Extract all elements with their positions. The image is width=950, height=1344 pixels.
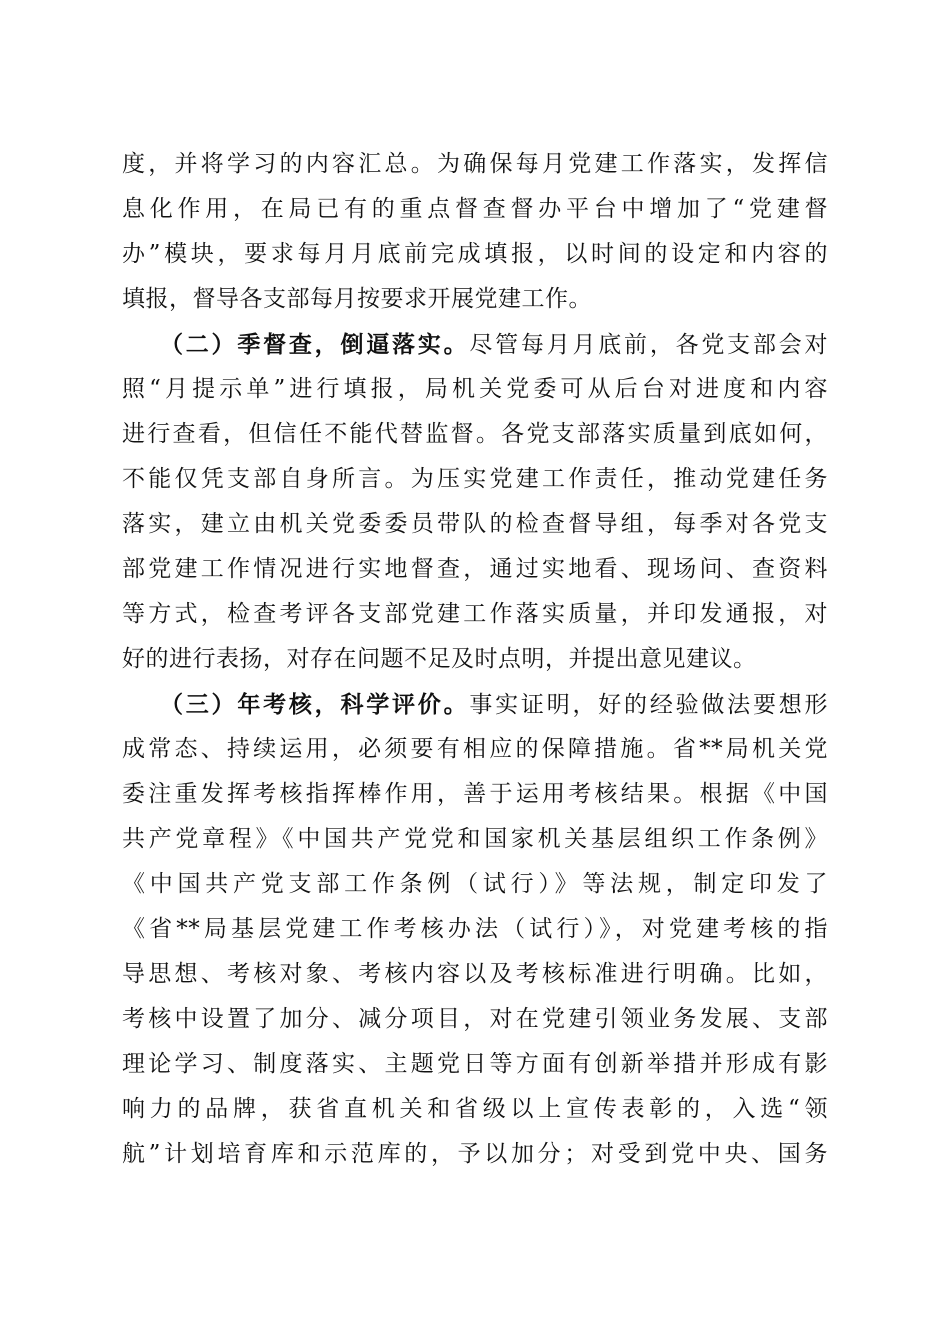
text-line-first xyxy=(122,682,828,727)
text-line: 《中国共产党支部工作条例（试行）》等法规，制定印发了 xyxy=(122,871,828,897)
section-heading-3: （三）年考核，科学评价。 xyxy=(160,691,470,718)
text-line: 航”计划培育库和示范库的，予以加分；对受到党中央、国务 xyxy=(122,1141,828,1167)
heading-continuation: 事实证明，好的经验做法要想形 xyxy=(469,692,829,718)
text-line: 共产党章程》《中国共产党党和国家机关基层组织工作条例》 xyxy=(122,826,828,852)
text-line: 委注重发挥考核指挥棒作用，善于运用考核结果。根据《中国 xyxy=(122,781,828,807)
paragraph-3 xyxy=(122,682,828,1177)
section-heading-2: （二）季督查，倒逼落实。 xyxy=(160,331,470,358)
text-line: 好的进行表扬，对存在问题不足及时点明，并提出意见建议。 xyxy=(122,646,757,672)
text-line: 填报，督导各支部每月按要求开展党建工作。 xyxy=(122,286,592,312)
paragraph-2 xyxy=(122,322,828,682)
text-line: 不能仅凭支部自身所言。为压实党建工作责任，推动党建任务 xyxy=(122,466,828,492)
heading-continuation: 尽管每月月底前，各党支部会对 xyxy=(469,332,829,358)
text-line: 部党建工作情况进行实地督查，通过实地看、现场问、查资料 xyxy=(122,556,828,582)
text-line: 考核中设置了加分、减分项目，对在党建引领业务发展、支部 xyxy=(122,1006,828,1032)
body-text xyxy=(122,142,828,1177)
text-line: 响力的品牌，获省直机关和省级以上宣传表彰的，入选“领 xyxy=(122,1096,828,1122)
text-line: 进行查看，但信任不能代替监督。各党支部落实质量到底如何， xyxy=(122,421,828,447)
text-line: 理论学习、制度落实、主题党日等方面有创新举措并形成有影 xyxy=(122,1051,828,1077)
text-line: 办”模块，要求每月月底前完成填报，以时间的设定和内容的 xyxy=(122,241,828,267)
text-line-first xyxy=(122,322,828,367)
text-line: 成常态、持续运用，必须要有相应的保障措施。省**局机关党 xyxy=(122,736,828,762)
text-line: 息化作用，在局已有的重点督查督办平台中增加了“党建督 xyxy=(122,196,828,222)
text-line: 导思想、考核对象、考核内容以及考核标准进行明确。比如， xyxy=(122,961,828,987)
text-line: 《省**局基层党建工作考核办法（试行）》，对党建考核的指 xyxy=(122,916,828,942)
paragraph-1 xyxy=(122,142,828,322)
text-line: 度，并将学习的内容汇总。为确保每月党建工作落实，发挥信 xyxy=(122,151,828,177)
text-line: 照“月提示单”进行填报，局机关党委可从后台对进度和内容 xyxy=(122,376,828,402)
text-line: 等方式，检查考评各支部党建工作落实质量，并印发通报，对 xyxy=(122,601,828,627)
text-line: 落实，建立由机关党委委员带队的检查督导组，每季对各党支 xyxy=(122,511,828,537)
